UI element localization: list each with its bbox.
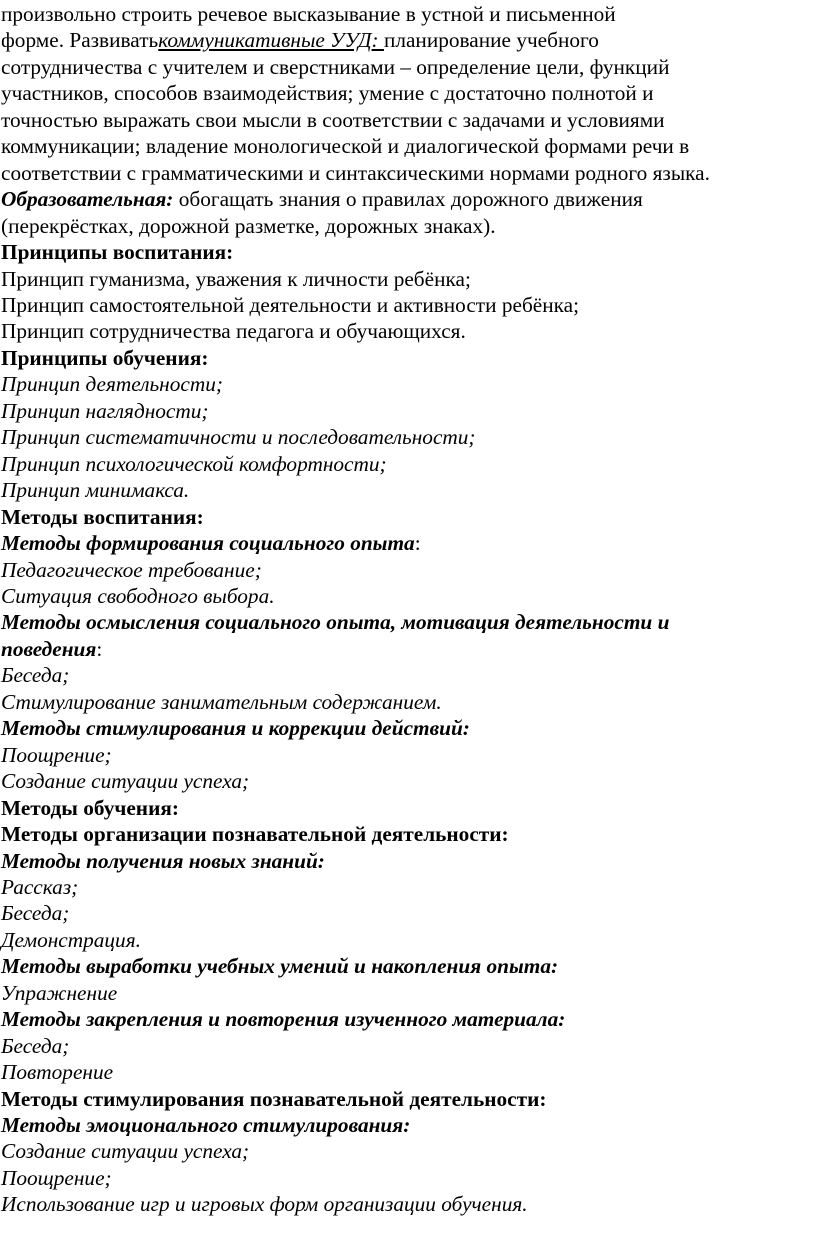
educational-label: Образовательная:	[1, 187, 174, 212]
method-group-title: Методы закрепления и повторения изученного материала:	[1, 1007, 566, 1032]
intro-line-2	[1, 27, 816, 53]
list-item: Принцип минимакса.	[1, 478, 190, 503]
educational-line-1	[1, 186, 816, 212]
method-group-title	[1, 530, 816, 556]
teaching-methods-subheading: Методы организации познавательной деятельности:	[1, 822, 509, 847]
list-item: Создание ситуации успеха;	[1, 1139, 250, 1164]
educational-text: обогащать знания о правилах дорожного движения	[173, 187, 643, 212]
communicative-uud-label: коммуникативные УУД:	[158, 28, 384, 53]
intro-line-4: участников, способов взаимодействия; умение с достаточно полнотой и	[1, 81, 654, 106]
list-item: Принцип деятельности;	[1, 372, 223, 397]
intro-line-3: сотрудничества с учителем и сверстниками – определение цели, функций	[1, 54, 670, 79]
teaching-principles-heading: Принципы обучения:	[1, 345, 209, 370]
method-group-title: Методы получения новых знаний:	[1, 848, 325, 873]
upbringing-methods-heading: Методы воспитания:	[1, 504, 204, 529]
method-group-title: Методы стимулирования и коррекции действий:	[1, 716, 470, 741]
list-item: Рассказ;	[1, 874, 79, 899]
intro-line-7: соответствии с грамматическими и синтаксическими нормами родного языка.	[1, 160, 710, 185]
intro-text: форме. Развивать	[1, 28, 159, 53]
list-item: Создание ситуации успеха;	[1, 769, 250, 794]
list-item: Беседа;	[1, 901, 70, 926]
list-item: Принцип психологической комфортности;	[1, 451, 387, 476]
intro-line-1: произвольно строить речевое высказывание в устной и письменной	[1, 2, 616, 26]
list-item: Принцип самостоятельной деятельности и активности ребёнка;	[1, 292, 580, 317]
intro-text: планирование учебного	[383, 28, 599, 53]
list-item: Поощрение;	[1, 1165, 112, 1190]
list-item: Использование игр и игровых форм организации обучения.	[1, 1192, 528, 1217]
list-item: Упражнение	[1, 980, 118, 1005]
method-group-title-text: Методы формирования социального опыта	[1, 531, 415, 556]
method-group-title: Методы выработки учебных умений и накопления опыта:	[1, 954, 559, 979]
intro-line-6: коммуникации; владение монологической и диалогической формами речи в	[1, 134, 690, 159]
list-item: Принцип наглядности;	[1, 398, 209, 423]
upbringing-principles-heading: Принципы воспитания:	[1, 240, 234, 265]
list-item: Принцип систематичности и последовательности;	[1, 425, 476, 450]
list-item: Беседа;	[1, 1033, 70, 1058]
list-item: Поощрение;	[1, 742, 112, 767]
list-item: Стимулирование занимательным содержанием.	[1, 689, 442, 714]
educational-line-2: (перекрёстках, дорожной разметке, дорожных знаках).	[1, 213, 496, 238]
teaching-methods-heading: Методы обучения:	[1, 795, 179, 820]
list-item: Принцип гуманизма, уважения к личности ребёнка;	[1, 266, 471, 291]
list-item: Беседа;	[1, 663, 70, 688]
method-group-title-text: поведения	[1, 636, 97, 661]
colon: :	[96, 636, 103, 661]
method-group-title: Методы осмысления социального опыта, мотивация деятельности и	[1, 610, 670, 635]
method-group-title: Методы эмоционального стимулирования:	[1, 1113, 411, 1138]
list-item: Демонстрация.	[1, 927, 141, 952]
method-group-title	[1, 636, 816, 662]
list-item: Педагогическое требование;	[1, 557, 262, 582]
list-item: Принцип сотрудничества педагога и обучающихся.	[1, 319, 466, 344]
stimulation-methods-heading: Методы стимулирования познавательной деятельности:	[1, 1086, 547, 1111]
colon: :	[414, 531, 421, 556]
intro-line-5: точностью выражать свои мысли в соответствии с задачами и условиями	[1, 107, 665, 132]
list-item: Повторение	[1, 1060, 114, 1085]
list-item: Ситуация свободного выбора.	[1, 583, 275, 608]
